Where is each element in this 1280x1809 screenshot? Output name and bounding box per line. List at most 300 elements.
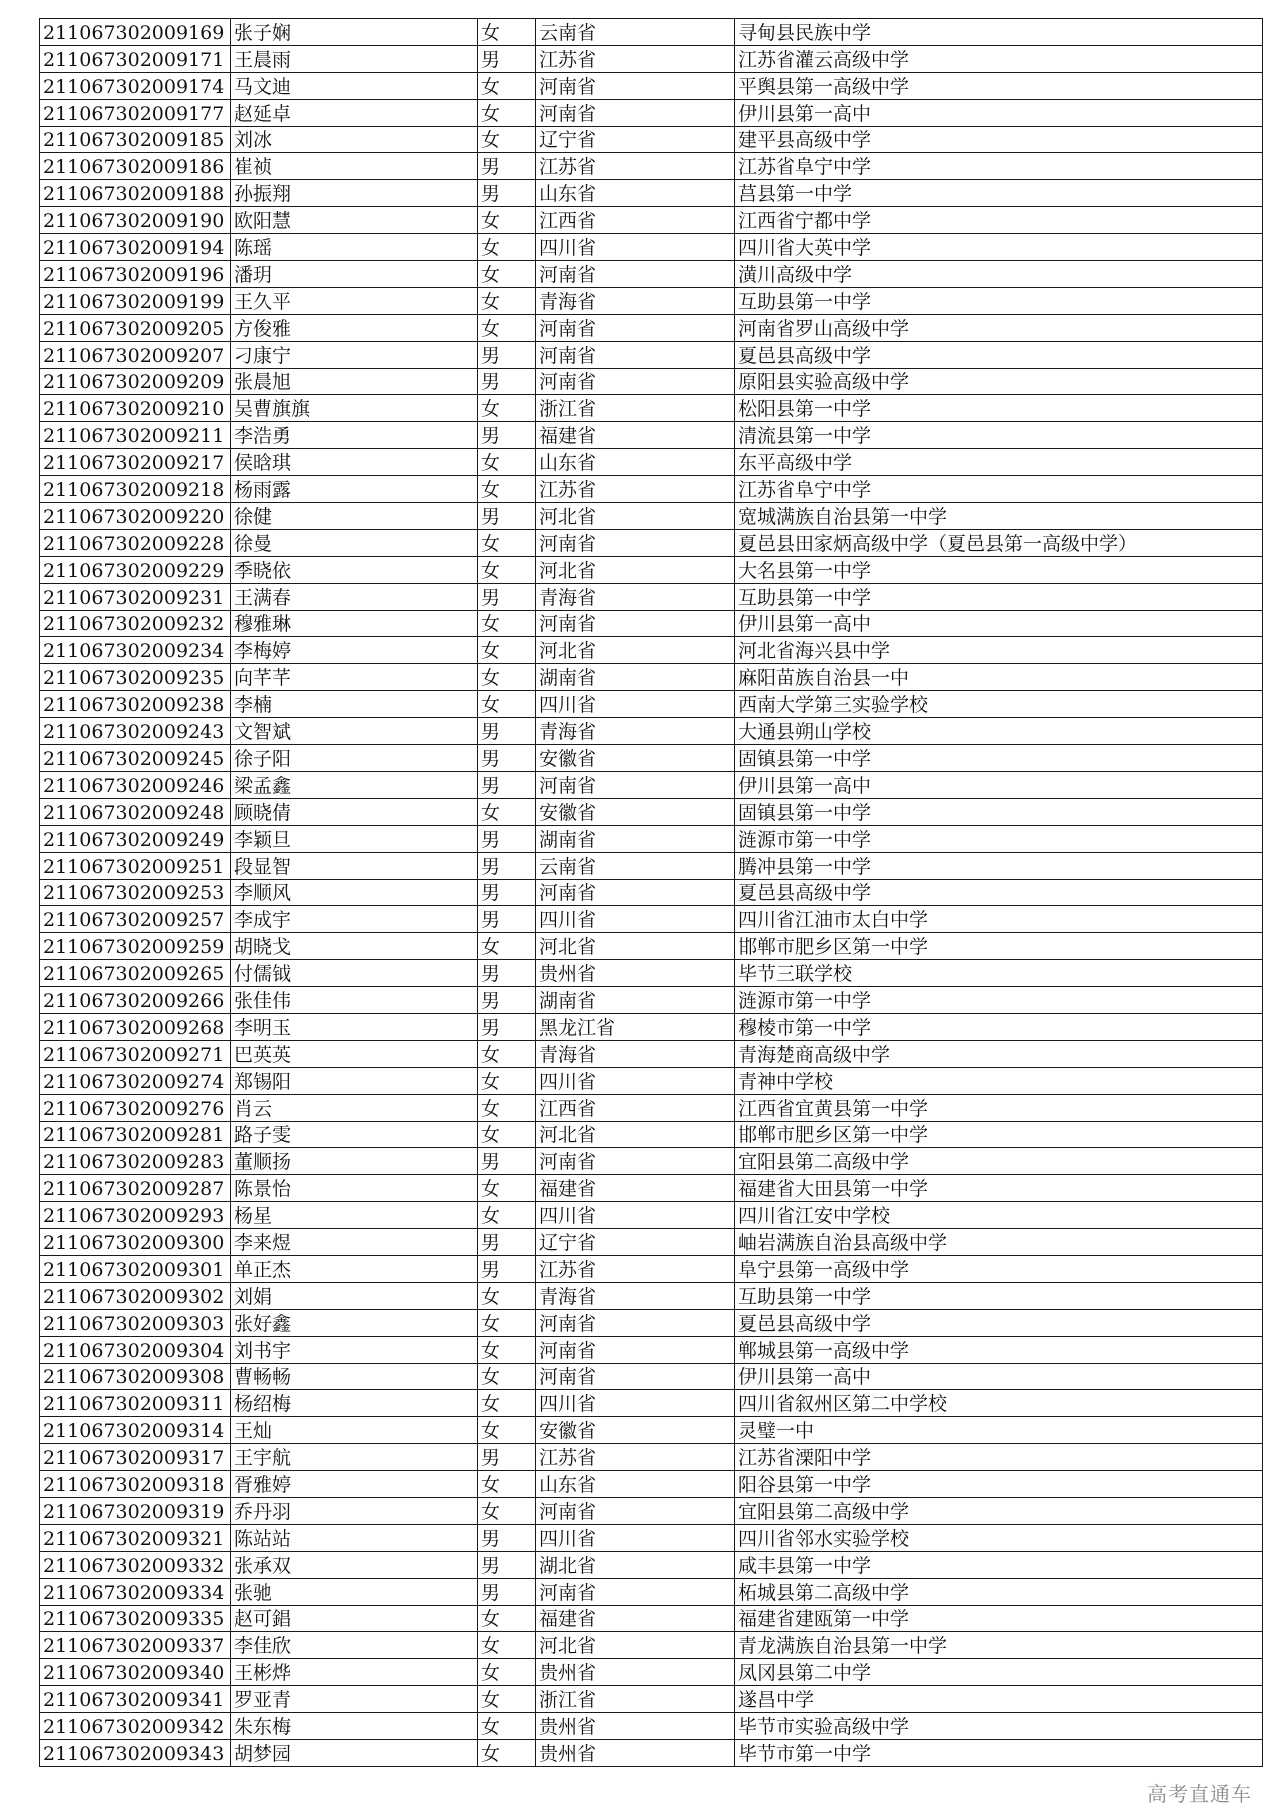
gender-cell: 女: [478, 691, 536, 718]
name-cell: 刘冰: [231, 126, 478, 153]
table-row: [40, 1336, 1263, 1363]
table-row: [40, 1713, 1263, 1740]
table-row: [40, 1471, 1263, 1498]
province-cell: 河北省: [536, 556, 735, 583]
school-cell: 邯郸市肥乡区第一中学: [735, 1121, 1263, 1148]
name-cell: 张好鑫: [231, 1309, 478, 1336]
gender-cell: 男: [478, 583, 536, 610]
gender-cell: 男: [478, 503, 536, 530]
table-row: [40, 1040, 1263, 1067]
name-cell: 李来煜: [231, 1229, 478, 1256]
name-cell: 向芊芊: [231, 664, 478, 691]
school-cell: 平舆县第一高级中学: [735, 72, 1263, 99]
candidate-id-cell: 211067302009293: [40, 1202, 231, 1229]
candidate-id-cell: 211067302009169: [40, 19, 231, 46]
province-cell: 青海省: [536, 1040, 735, 1067]
school-cell: 固镇县第一中学: [735, 798, 1263, 825]
name-cell: 单正杰: [231, 1255, 478, 1282]
school-cell: 麻阳苗族自治县一中: [735, 664, 1263, 691]
name-cell: 顾晓倩: [231, 798, 478, 825]
province-cell: 河北省: [536, 933, 735, 960]
name-cell: 朱东梅: [231, 1713, 478, 1740]
name-cell: 孙振翔: [231, 180, 478, 207]
school-cell: 江苏省阜宁中学: [735, 476, 1263, 503]
name-cell: 刁康宁: [231, 341, 478, 368]
table-row: [40, 906, 1263, 933]
table-row: [40, 1551, 1263, 1578]
gender-cell: 女: [478, 1336, 536, 1363]
province-cell: 四川省: [536, 1067, 735, 1094]
gender-cell: 男: [478, 745, 536, 772]
school-cell: 寻甸县民族中学: [735, 19, 1263, 46]
candidate-id-cell: 211067302009304: [40, 1336, 231, 1363]
candidate-id-cell: 211067302009341: [40, 1686, 231, 1713]
school-cell: 清流县第一中学: [735, 422, 1263, 449]
candidate-id-cell: 211067302009185: [40, 126, 231, 153]
name-cell: 巴英英: [231, 1040, 478, 1067]
table-row: [40, 664, 1263, 691]
school-cell: 河南省罗山高级中学: [735, 314, 1263, 341]
school-cell: 东平高级中学: [735, 449, 1263, 476]
name-cell: 张驰: [231, 1578, 478, 1605]
table-row: [40, 960, 1263, 987]
school-cell: 腾冲县第一中学: [735, 852, 1263, 879]
table-row: [40, 1148, 1263, 1175]
gender-cell: 女: [478, 1740, 536, 1767]
candidate-id-cell: 211067302009318: [40, 1471, 231, 1498]
province-cell: 河南省: [536, 341, 735, 368]
school-cell: 江苏省灌云高级中学: [735, 45, 1263, 72]
name-cell: 方俊雅: [231, 314, 478, 341]
table-row: [40, 341, 1263, 368]
name-cell: 梁孟鑫: [231, 771, 478, 798]
province-cell: 福建省: [536, 1175, 735, 1202]
candidate-id-cell: 211067302009253: [40, 879, 231, 906]
school-cell: 青神中学校: [735, 1067, 1263, 1094]
name-cell: 陈站站: [231, 1524, 478, 1551]
school-cell: 夏邑县高级中学: [735, 1309, 1263, 1336]
table-row: [40, 879, 1263, 906]
school-cell: 阜宁县第一高级中学: [735, 1255, 1263, 1282]
gender-cell: 女: [478, 99, 536, 126]
gender-cell: 女: [478, 610, 536, 637]
school-cell: 凤冈县第二中学: [735, 1659, 1263, 1686]
candidate-id-cell: 211067302009321: [40, 1524, 231, 1551]
school-cell: 互助县第一中学: [735, 583, 1263, 610]
gender-cell: 女: [478, 664, 536, 691]
province-cell: 江西省: [536, 207, 735, 234]
school-cell: 毕节三联学校: [735, 960, 1263, 987]
province-cell: 四川省: [536, 234, 735, 261]
province-cell: 山东省: [536, 1471, 735, 1498]
candidate-id-cell: 211067302009287: [40, 1175, 231, 1202]
gender-cell: 女: [478, 1067, 536, 1094]
name-cell: 张晨旭: [231, 368, 478, 395]
gender-cell: 女: [478, 1713, 536, 1740]
gender-cell: 男: [478, 1444, 536, 1471]
province-cell: 河北省: [536, 503, 735, 530]
gender-cell: 女: [478, 1094, 536, 1121]
province-cell: 河南省: [536, 1148, 735, 1175]
school-cell: 福建省大田县第一中学: [735, 1175, 1263, 1202]
province-cell: 河南省: [536, 72, 735, 99]
name-cell: 王宇航: [231, 1444, 478, 1471]
school-cell: 互助县第一中学: [735, 1282, 1263, 1309]
gender-cell: 男: [478, 341, 536, 368]
candidate-id-cell: 211067302009332: [40, 1551, 231, 1578]
province-cell: 青海省: [536, 583, 735, 610]
gender-cell: 女: [478, 1686, 536, 1713]
candidate-id-cell: 211067302009196: [40, 261, 231, 288]
candidate-id-cell: 211067302009342: [40, 1713, 231, 1740]
candidate-id-cell: 211067302009194: [40, 234, 231, 261]
table-row: [40, 933, 1263, 960]
name-cell: 李梅婷: [231, 637, 478, 664]
table-row: [40, 852, 1263, 879]
province-cell: 河南省: [536, 368, 735, 395]
table-row: [40, 583, 1263, 610]
table-row: [40, 72, 1263, 99]
candidate-id-cell: 211067302009265: [40, 960, 231, 987]
table-row: [40, 1067, 1263, 1094]
province-cell: 湖南省: [536, 664, 735, 691]
school-cell: 江苏省溧阳中学: [735, 1444, 1263, 1471]
gender-cell: 男: [478, 1578, 536, 1605]
table-row: [40, 610, 1263, 637]
table-row: [40, 19, 1263, 46]
gender-cell: 男: [478, 153, 536, 180]
table-row: [40, 1444, 1263, 1471]
school-cell: 宽城满族自治县第一中学: [735, 503, 1263, 530]
school-cell: 夏邑县高级中学: [735, 879, 1263, 906]
province-cell: 福建省: [536, 422, 735, 449]
province-cell: 江苏省: [536, 1255, 735, 1282]
table-row: [40, 368, 1263, 395]
school-cell: 青海楚商高级中学: [735, 1040, 1263, 1067]
gender-cell: 女: [478, 1121, 536, 1148]
table-row: [40, 1229, 1263, 1256]
candidate-id-cell: 211067302009268: [40, 1013, 231, 1040]
gender-cell: 女: [478, 933, 536, 960]
candidate-id-cell: 211067302009186: [40, 153, 231, 180]
province-cell: 贵州省: [536, 1713, 735, 1740]
province-cell: 云南省: [536, 852, 735, 879]
province-cell: 江苏省: [536, 153, 735, 180]
province-cell: 河北省: [536, 1121, 735, 1148]
name-cell: 胥雅婷: [231, 1471, 478, 1498]
table-row: [40, 1578, 1263, 1605]
province-cell: 安徽省: [536, 798, 735, 825]
table-row: [40, 99, 1263, 126]
name-cell: 赵延卓: [231, 99, 478, 126]
gender-cell: 女: [478, 1471, 536, 1498]
name-cell: 付儒钺: [231, 960, 478, 987]
province-cell: 安徽省: [536, 1417, 735, 1444]
candidate-id-cell: 211067302009199: [40, 287, 231, 314]
gender-cell: 女: [478, 1632, 536, 1659]
candidate-id-cell: 211067302009177: [40, 99, 231, 126]
candidate-id-cell: 211067302009248: [40, 798, 231, 825]
name-cell: 张子娴: [231, 19, 478, 46]
school-cell: 涟源市第一中学: [735, 825, 1263, 852]
school-cell: 宜阳县第二高级中学: [735, 1497, 1263, 1524]
name-cell: 张佳伟: [231, 987, 478, 1014]
province-cell: 河北省: [536, 637, 735, 664]
province-cell: 山东省: [536, 180, 735, 207]
candidate-id-cell: 211067302009281: [40, 1121, 231, 1148]
gender-cell: 女: [478, 1417, 536, 1444]
name-cell: 陈景怡: [231, 1175, 478, 1202]
school-cell: 四川省叙州区第二中学校: [735, 1390, 1263, 1417]
school-cell: 涟源市第一中学: [735, 987, 1263, 1014]
province-cell: 安徽省: [536, 745, 735, 772]
table-row: [40, 180, 1263, 207]
gender-cell: 女: [478, 449, 536, 476]
name-cell: 曹畅畅: [231, 1363, 478, 1390]
school-cell: 毕节市第一中学: [735, 1740, 1263, 1767]
province-cell: 青海省: [536, 718, 735, 745]
table-row: [40, 987, 1263, 1014]
table-row: [40, 771, 1263, 798]
candidate-id-cell: 211067302009311: [40, 1390, 231, 1417]
candidate-id-cell: 211067302009207: [40, 341, 231, 368]
watermark-text: 高考直通车: [1147, 1782, 1252, 1806]
gender-cell: 女: [478, 556, 536, 583]
name-cell: 张承双: [231, 1551, 478, 1578]
table-row: [40, 745, 1263, 772]
candidate-id-cell: 211067302009234: [40, 637, 231, 664]
table-row: [40, 1121, 1263, 1148]
gender-cell: 女: [478, 798, 536, 825]
table-row: [40, 422, 1263, 449]
school-cell: 咸丰县第一中学: [735, 1551, 1263, 1578]
gender-cell: 男: [478, 852, 536, 879]
school-cell: 柘城县第二高级中学: [735, 1578, 1263, 1605]
school-cell: 青龙满族自治县第一中学: [735, 1632, 1263, 1659]
school-cell: 岫岩满族自治县高级中学: [735, 1229, 1263, 1256]
school-cell: 江苏省阜宁中学: [735, 153, 1263, 180]
name-cell: 胡晓戈: [231, 933, 478, 960]
province-cell: 贵州省: [536, 1659, 735, 1686]
school-cell: 灵璧一中: [735, 1417, 1263, 1444]
admission-list-table: [39, 18, 1263, 1767]
province-cell: 江西省: [536, 1094, 735, 1121]
province-cell: 河南省: [536, 1578, 735, 1605]
table-row: [40, 1013, 1263, 1040]
province-cell: 四川省: [536, 1390, 735, 1417]
candidate-id-cell: 211067302009229: [40, 556, 231, 583]
table-row: [40, 798, 1263, 825]
province-cell: 河南省: [536, 610, 735, 637]
gender-cell: 男: [478, 1551, 536, 1578]
school-cell: 阳谷县第一中学: [735, 1471, 1263, 1498]
name-cell: 吴曹旗旗: [231, 395, 478, 422]
name-cell: 王久平: [231, 287, 478, 314]
candidate-id-cell: 211067302009210: [40, 395, 231, 422]
gender-cell: 女: [478, 1363, 536, 1390]
candidate-id-cell: 211067302009190: [40, 207, 231, 234]
name-cell: 李顺风: [231, 879, 478, 906]
name-cell: 李浩勇: [231, 422, 478, 449]
name-cell: 乔丹羽: [231, 1497, 478, 1524]
name-cell: 马文迪: [231, 72, 478, 99]
table-row: [40, 556, 1263, 583]
school-cell: 遂昌中学: [735, 1686, 1263, 1713]
table-row: [40, 637, 1263, 664]
table-row: [40, 1202, 1263, 1229]
gender-cell: 女: [478, 1390, 536, 1417]
table-row: [40, 395, 1263, 422]
province-cell: 河南省: [536, 1497, 735, 1524]
table-body: [40, 19, 1263, 1767]
name-cell: 文智斌: [231, 718, 478, 745]
gender-cell: 男: [478, 771, 536, 798]
gender-cell: 女: [478, 207, 536, 234]
candidate-id-cell: 211067302009308: [40, 1363, 231, 1390]
gender-cell: 男: [478, 368, 536, 395]
gender-cell: 男: [478, 960, 536, 987]
province-cell: 辽宁省: [536, 1229, 735, 1256]
name-cell: 杨雨露: [231, 476, 478, 503]
gender-cell: 男: [478, 45, 536, 72]
province-cell: 河南省: [536, 1309, 735, 1336]
gender-cell: 女: [478, 72, 536, 99]
school-cell: 伊川县第一高中: [735, 610, 1263, 637]
gender-cell: 女: [478, 1282, 536, 1309]
gender-cell: 女: [478, 1175, 536, 1202]
province-cell: 河南省: [536, 879, 735, 906]
gender-cell: 男: [478, 1524, 536, 1551]
province-cell: 江苏省: [536, 476, 735, 503]
candidate-id-cell: 211067302009271: [40, 1040, 231, 1067]
province-cell: 云南省: [536, 19, 735, 46]
table-row: [40, 1659, 1263, 1686]
candidate-id-cell: 211067302009314: [40, 1417, 231, 1444]
school-cell: 四川省邻水实验学校: [735, 1524, 1263, 1551]
name-cell: 季晓依: [231, 556, 478, 583]
table-row: [40, 449, 1263, 476]
province-cell: 四川省: [536, 691, 735, 718]
school-cell: 邯郸市肥乡区第一中学: [735, 933, 1263, 960]
school-cell: 四川省江油市太白中学: [735, 906, 1263, 933]
school-cell: 福建省建瓯第一中学: [735, 1605, 1263, 1632]
gender-cell: 女: [478, 126, 536, 153]
gender-cell: 男: [478, 422, 536, 449]
candidate-id-cell: 211067302009228: [40, 529, 231, 556]
name-cell: 王晨雨: [231, 45, 478, 72]
name-cell: 欧阳慧: [231, 207, 478, 234]
gender-cell: 女: [478, 19, 536, 46]
school-cell: 互助县第一中学: [735, 287, 1263, 314]
candidate-id-cell: 211067302009218: [40, 476, 231, 503]
name-cell: 徐曼: [231, 529, 478, 556]
table-row: [40, 503, 1263, 530]
table-row: [40, 1175, 1263, 1202]
table-row: [40, 287, 1263, 314]
name-cell: 路子雯: [231, 1121, 478, 1148]
candidate-id-cell: 211067302009238: [40, 691, 231, 718]
school-cell: 毕节市实验高级中学: [735, 1713, 1263, 1740]
candidate-id-cell: 211067302009232: [40, 610, 231, 637]
candidate-id-cell: 211067302009301: [40, 1255, 231, 1282]
province-cell: 河南省: [536, 529, 735, 556]
table-row: [40, 1524, 1263, 1551]
province-cell: 福建省: [536, 1605, 735, 1632]
name-cell: 刘书宇: [231, 1336, 478, 1363]
gender-cell: 男: [478, 1229, 536, 1256]
province-cell: 河南省: [536, 1336, 735, 1363]
name-cell: 董顺扬: [231, 1148, 478, 1175]
name-cell: 杨绍梅: [231, 1390, 478, 1417]
table-row: [40, 261, 1263, 288]
candidate-id-cell: 211067302009259: [40, 933, 231, 960]
candidate-id-cell: 211067302009335: [40, 1605, 231, 1632]
gender-cell: 女: [478, 234, 536, 261]
table-row: [40, 825, 1263, 852]
gender-cell: 男: [478, 1255, 536, 1282]
candidate-id-cell: 211067302009319: [40, 1497, 231, 1524]
candidate-id-cell: 211067302009276: [40, 1094, 231, 1121]
gender-cell: 男: [478, 180, 536, 207]
province-cell: 江苏省: [536, 45, 735, 72]
candidate-id-cell: 211067302009303: [40, 1309, 231, 1336]
table-row: [40, 234, 1263, 261]
school-cell: 松阳县第一中学: [735, 395, 1263, 422]
candidate-id-cell: 211067302009302: [40, 1282, 231, 1309]
name-cell: 段显智: [231, 852, 478, 879]
candidate-id-cell: 211067302009217: [40, 449, 231, 476]
table-row: [40, 718, 1263, 745]
candidate-id-cell: 211067302009209: [40, 368, 231, 395]
province-cell: 河南省: [536, 261, 735, 288]
candidate-id-cell: 211067302009334: [40, 1578, 231, 1605]
school-cell: 潢川高级中学: [735, 261, 1263, 288]
province-cell: 湖南省: [536, 987, 735, 1014]
table-row: [40, 1363, 1263, 1390]
table-row: [40, 1094, 1263, 1121]
school-cell: 四川省江安中学校: [735, 1202, 1263, 1229]
school-cell: 固镇县第一中学: [735, 745, 1263, 772]
name-cell: 穆雅琳: [231, 610, 478, 637]
school-cell: 夏邑县高级中学: [735, 341, 1263, 368]
candidate-id-cell: 211067302009337: [40, 1632, 231, 1659]
candidate-id-cell: 211067302009266: [40, 987, 231, 1014]
candidate-id-cell: 211067302009340: [40, 1659, 231, 1686]
province-cell: 浙江省: [536, 395, 735, 422]
gender-cell: 男: [478, 879, 536, 906]
table-row: [40, 1417, 1263, 1444]
school-cell: 穆棱市第一中学: [735, 1013, 1263, 1040]
name-cell: 王彬烨: [231, 1659, 478, 1686]
table-row: [40, 207, 1263, 234]
gender-cell: 男: [478, 1013, 536, 1040]
table-row: [40, 1497, 1263, 1524]
province-cell: 湖北省: [536, 1551, 735, 1578]
candidate-id-cell: 211067302009317: [40, 1444, 231, 1471]
gender-cell: 女: [478, 314, 536, 341]
name-cell: 李佳欣: [231, 1632, 478, 1659]
candidate-id-cell: 211067302009274: [40, 1067, 231, 1094]
candidate-id-cell: 211067302009246: [40, 771, 231, 798]
name-cell: 潘玥: [231, 261, 478, 288]
candidate-id-cell: 211067302009251: [40, 852, 231, 879]
school-cell: 建平县高级中学: [735, 126, 1263, 153]
candidate-id-cell: 211067302009211: [40, 422, 231, 449]
province-cell: 贵州省: [536, 960, 735, 987]
candidate-id-cell: 211067302009188: [40, 180, 231, 207]
table-row: [40, 1605, 1263, 1632]
name-cell: 陈瑶: [231, 234, 478, 261]
